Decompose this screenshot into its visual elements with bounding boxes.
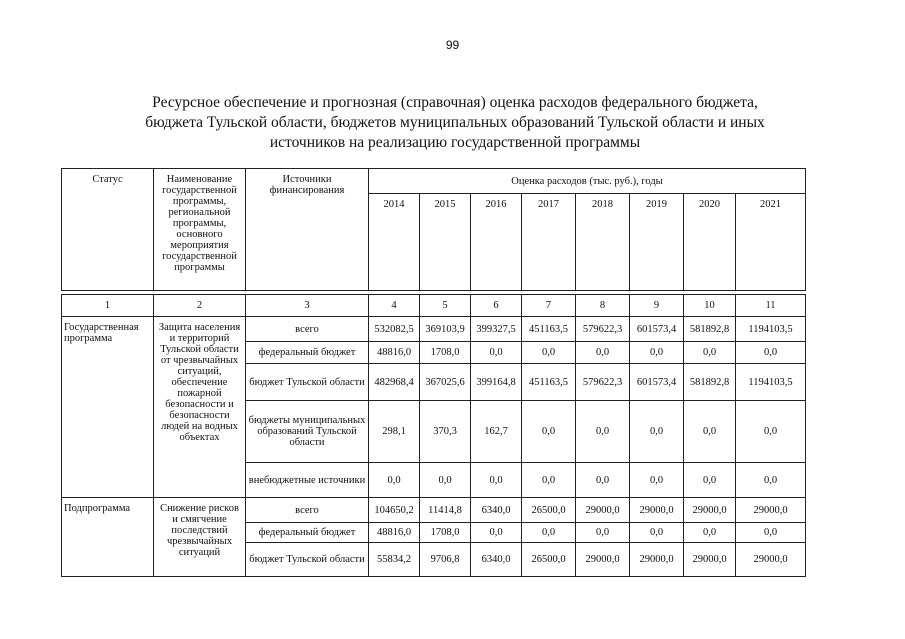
- source-cell: внебюджетные источники: [246, 463, 369, 498]
- column-number: 6: [471, 295, 522, 317]
- value-cell: 29000,0: [576, 543, 630, 577]
- column-number: 8: [576, 295, 630, 317]
- value-cell: 1194103,5: [736, 317, 806, 342]
- year-2015: 2015: [420, 194, 471, 291]
- value-cell: 579622,3: [576, 364, 630, 401]
- value-cell: 0,0: [684, 401, 736, 463]
- resource-table: [61, 168, 806, 577]
- value-cell: 26500,0: [522, 498, 576, 523]
- value-cell: 0,0: [630, 463, 684, 498]
- value-cell: 0,0: [471, 342, 522, 364]
- value-cell: 0,0: [471, 523, 522, 543]
- table-row: [62, 317, 806, 342]
- value-cell: 29000,0: [630, 498, 684, 523]
- header-source: Источники финансирования: [246, 169, 369, 291]
- value-cell: 29000,0: [630, 543, 684, 577]
- value-cell: 0,0: [471, 463, 522, 498]
- value-cell: 26500,0: [522, 543, 576, 577]
- value-cell: 29000,0: [736, 543, 806, 577]
- column-number: 5: [420, 295, 471, 317]
- value-cell: 9706,8: [420, 543, 471, 577]
- value-cell: 370,3: [420, 401, 471, 463]
- value-cell: 6340,0: [471, 498, 522, 523]
- value-cell: 0,0: [420, 463, 471, 498]
- value-cell: 532082,5: [369, 317, 420, 342]
- value-cell: 29000,0: [736, 498, 806, 523]
- value-cell: 451163,5: [522, 364, 576, 401]
- value-cell: 451163,5: [522, 317, 576, 342]
- value-cell: 0,0: [736, 463, 806, 498]
- header-row: [62, 169, 806, 194]
- value-cell: 0,0: [522, 342, 576, 364]
- value-cell: 0,0: [522, 523, 576, 543]
- value-cell: 1194103,5: [736, 364, 806, 401]
- value-cell: 29000,0: [684, 498, 736, 523]
- section-name: Снижение рисков и смягчение последствий чрезвычайных ситуаций: [154, 498, 246, 577]
- value-cell: 298,1: [369, 401, 420, 463]
- value-cell: 1708,0: [420, 342, 471, 364]
- table-row: [62, 498, 806, 523]
- value-cell: 579622,3: [576, 317, 630, 342]
- value-cell: 162,7: [471, 401, 522, 463]
- source-cell: федеральный бюджет: [246, 342, 369, 364]
- title-line-1: Ресурсное обеспечение и прогнозная (справочная) оценка расходов федерального бюджета,: [152, 94, 758, 111]
- source-cell: бюджет Тульской области: [246, 543, 369, 577]
- value-cell: 6340,0: [471, 543, 522, 577]
- header-name: Наименование государственной программы, региональной программы, основного мероприятия государственной программы: [154, 169, 246, 291]
- value-cell: 0,0: [576, 342, 630, 364]
- column-number: 7: [522, 295, 576, 317]
- year-2021: 2021: [736, 194, 806, 291]
- column-number: 1: [62, 295, 154, 317]
- column-number: 3: [246, 295, 369, 317]
- section-name: Защита населения и территорий Тульской области от чрезвычайных ситуаций, обеспечение пожарной безопасности и безопасности людей на водных объектах: [154, 317, 246, 498]
- page-number: 99: [445, 38, 460, 52]
- value-cell: 0,0: [369, 463, 420, 498]
- value-cell: 601573,4: [630, 317, 684, 342]
- title-line-3: источников на реализацию государственной программы: [269, 134, 641, 151]
- header-status: Статус: [62, 169, 154, 291]
- value-cell: 0,0: [736, 342, 806, 364]
- value-cell: 0,0: [576, 523, 630, 543]
- value-cell: 0,0: [630, 342, 684, 364]
- year-2016: 2016: [471, 194, 522, 291]
- value-cell: 369103,9: [420, 317, 471, 342]
- value-cell: 0,0: [684, 523, 736, 543]
- year-2017: 2017: [522, 194, 576, 291]
- value-cell: 0,0: [522, 401, 576, 463]
- value-cell: 581892,8: [684, 364, 736, 401]
- column-number: 11: [736, 295, 806, 317]
- column-number: 2: [154, 295, 246, 317]
- value-cell: 399327,5: [471, 317, 522, 342]
- source-cell: бюджет Тульской области: [246, 364, 369, 401]
- value-cell: 48816,0: [369, 523, 420, 543]
- value-cell: 29000,0: [684, 543, 736, 577]
- column-number: 9: [630, 295, 684, 317]
- value-cell: 367025,6: [420, 364, 471, 401]
- value-cell: 482968,4: [369, 364, 420, 401]
- source-cell: федеральный бюджет: [246, 523, 369, 543]
- value-cell: 0,0: [630, 523, 684, 543]
- value-cell: 601573,4: [630, 364, 684, 401]
- source-cell: всего: [246, 317, 369, 342]
- value-cell: 0,0: [684, 463, 736, 498]
- document-title: [100, 93, 810, 153]
- year-2014: 2014: [369, 194, 420, 291]
- title-line-2: бюджета Тульской области, бюджетов муниципальных образований Тульской области и иных: [145, 114, 765, 131]
- value-cell: 0,0: [576, 401, 630, 463]
- year-2018: 2018: [576, 194, 630, 291]
- value-cell: 11414,8: [420, 498, 471, 523]
- column-numbers-row: [62, 295, 806, 317]
- source-cell: бюджеты муниципальных образований Тульской области: [246, 401, 369, 463]
- value-cell: 29000,0: [576, 498, 630, 523]
- value-cell: 0,0: [736, 401, 806, 463]
- value-cell: 0,0: [576, 463, 630, 498]
- value-cell: 0,0: [736, 523, 806, 543]
- value-cell: 0,0: [630, 401, 684, 463]
- year-2019: 2019: [630, 194, 684, 291]
- value-cell: 581892,8: [684, 317, 736, 342]
- value-cell: 0,0: [684, 342, 736, 364]
- value-cell: 104650,2: [369, 498, 420, 523]
- year-2020: 2020: [684, 194, 736, 291]
- section-status: Подпрограмма: [62, 498, 154, 577]
- section-status: Государственная программа: [62, 317, 154, 498]
- value-cell: 0,0: [522, 463, 576, 498]
- value-cell: 55834,2: [369, 543, 420, 577]
- value-cell: 1708,0: [420, 523, 471, 543]
- value-cell: 48816,0: [369, 342, 420, 364]
- header-estimate: Оценка расходов (тыс. руб.), годы: [369, 169, 806, 194]
- column-number: 10: [684, 295, 736, 317]
- value-cell: 399164,8: [471, 364, 522, 401]
- source-cell: всего: [246, 498, 369, 523]
- column-number: 4: [369, 295, 420, 317]
